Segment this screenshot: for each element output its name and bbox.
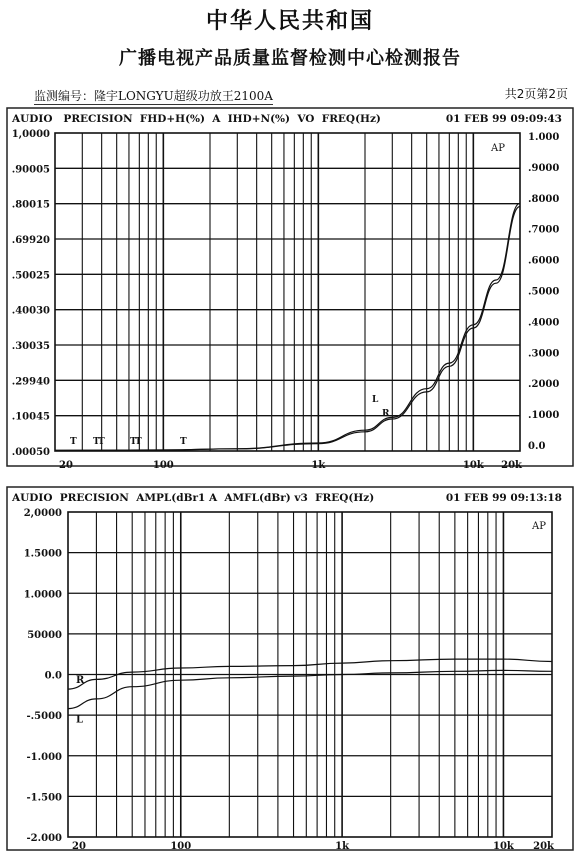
annotation-label: T bbox=[135, 437, 142, 447]
chart-frame bbox=[7, 108, 573, 466]
y-left-tick-label: 1,0000 bbox=[11, 129, 50, 140]
y-right-tick-label: .2000 bbox=[528, 379, 560, 391]
annotation-label: R bbox=[382, 409, 390, 419]
y-left-tick-label: .50025 bbox=[11, 270, 50, 282]
y-right-tick-label: .6000 bbox=[528, 255, 560, 267]
chart-annotations bbox=[70, 395, 390, 447]
y-right-tick-label: .9000 bbox=[528, 162, 560, 174]
x-tick-label: 1k bbox=[311, 460, 326, 471]
y-left-tick-label: 0.0 bbox=[44, 670, 62, 682]
x-tick-label: 10k bbox=[462, 460, 484, 471]
chart-header-left: AUDIO PRECISION AMPL(dBr1 A AMFL(dBr) v3 FREQ(Hz) bbox=[12, 492, 375, 504]
y-left-tick-label: .29940 bbox=[11, 376, 50, 388]
ap-badge: AP bbox=[532, 521, 546, 532]
chart-header-left: AUDIO PRECISION FHD+H(%) A IHD+N(%) VO FREQ(Hz) bbox=[12, 113, 381, 125]
y-left-tick-label: .30035 bbox=[11, 341, 50, 352]
y-left-tick-label: 1.0000 bbox=[23, 589, 62, 601]
x-tick-label: 20 bbox=[59, 460, 73, 471]
y-left-tick-label: 1.5000 bbox=[23, 548, 62, 560]
amplitude-vs-frequency-chart bbox=[0, 485, 580, 853]
y-left-tick-label: .80015 bbox=[11, 199, 50, 211]
x-tick-label: 20k bbox=[501, 460, 522, 471]
plot-area bbox=[55, 133, 520, 451]
series-line-L bbox=[68, 670, 552, 708]
y-left-tick-label: -1.000 bbox=[26, 751, 62, 763]
report-number: 监测编号：隆宇LONGYU超级功放王2100A bbox=[34, 89, 273, 103]
y-axis-right bbox=[528, 132, 559, 452]
report-subtitle: 广播电视产品质量监督检测中心检测报告 bbox=[119, 48, 461, 69]
y-right-tick-label: .7000 bbox=[528, 224, 560, 236]
series-line-R bbox=[55, 207, 520, 451]
ap-badge: AP bbox=[491, 143, 505, 154]
y-left-tick-label: -2.000 bbox=[26, 833, 62, 844]
y-right-tick-label: .8000 bbox=[528, 193, 560, 205]
y-left-tick-label: .00050 bbox=[11, 447, 50, 458]
thd-vs-frequency-chart bbox=[0, 106, 580, 474]
y-left-tick-label: 2,0000 bbox=[23, 508, 62, 519]
x-tick-label: 100 bbox=[152, 460, 174, 471]
annotation-label: T bbox=[98, 437, 105, 447]
series-label-R: R bbox=[76, 675, 85, 687]
annotation-label: L bbox=[372, 395, 379, 405]
annotation-label: T bbox=[70, 437, 77, 447]
chart-series bbox=[55, 203, 520, 450]
y-right-tick-label: .4000 bbox=[528, 317, 560, 329]
chart-grid bbox=[55, 133, 520, 451]
report-title: 中华人民共和国 bbox=[205, 9, 374, 34]
y-left-tick-label: .40030 bbox=[11, 305, 50, 317]
x-tick-label: 20k bbox=[533, 841, 554, 852]
y-left-tick-label: -.5000 bbox=[26, 711, 62, 723]
y-right-tick-label: .3000 bbox=[528, 348, 560, 360]
y-left-tick-label: -1.500 bbox=[26, 792, 62, 804]
y-left-tick-label: .69920 bbox=[11, 235, 50, 246]
y-axis-left bbox=[12, 129, 50, 458]
x-tick-label: 10k bbox=[493, 841, 514, 852]
annotation-label: T bbox=[130, 437, 137, 447]
y-axis-left bbox=[24, 508, 62, 844]
y-right-tick-label: 1.000 bbox=[528, 132, 560, 143]
series-label-L: L bbox=[76, 714, 84, 726]
y-right-tick-label: .5000 bbox=[528, 286, 560, 298]
chart-grid bbox=[68, 512, 552, 837]
annotation-label: T bbox=[93, 437, 100, 447]
y-left-tick-label: .10045 bbox=[11, 411, 50, 423]
y-left-tick-label: 50000 bbox=[27, 629, 62, 641]
series-line-L bbox=[55, 203, 520, 450]
y-right-tick-label: .1000 bbox=[528, 410, 560, 422]
chart-header-right: 01 FEB 99 09:13:18 bbox=[445, 492, 562, 504]
y-left-tick-label: .90005 bbox=[11, 164, 50, 176]
chart-header-right: 01 FEB 99 09:09:43 bbox=[445, 113, 562, 125]
annotation-label: T bbox=[180, 437, 187, 447]
x-tick-label: 100 bbox=[170, 841, 192, 852]
x-tick-label: 20 bbox=[72, 841, 86, 852]
x-tick-label: 1k bbox=[335, 841, 350, 852]
y-right-tick-label: 0.0 bbox=[528, 441, 546, 452]
page-info: 共2页第2页 bbox=[504, 87, 568, 101]
